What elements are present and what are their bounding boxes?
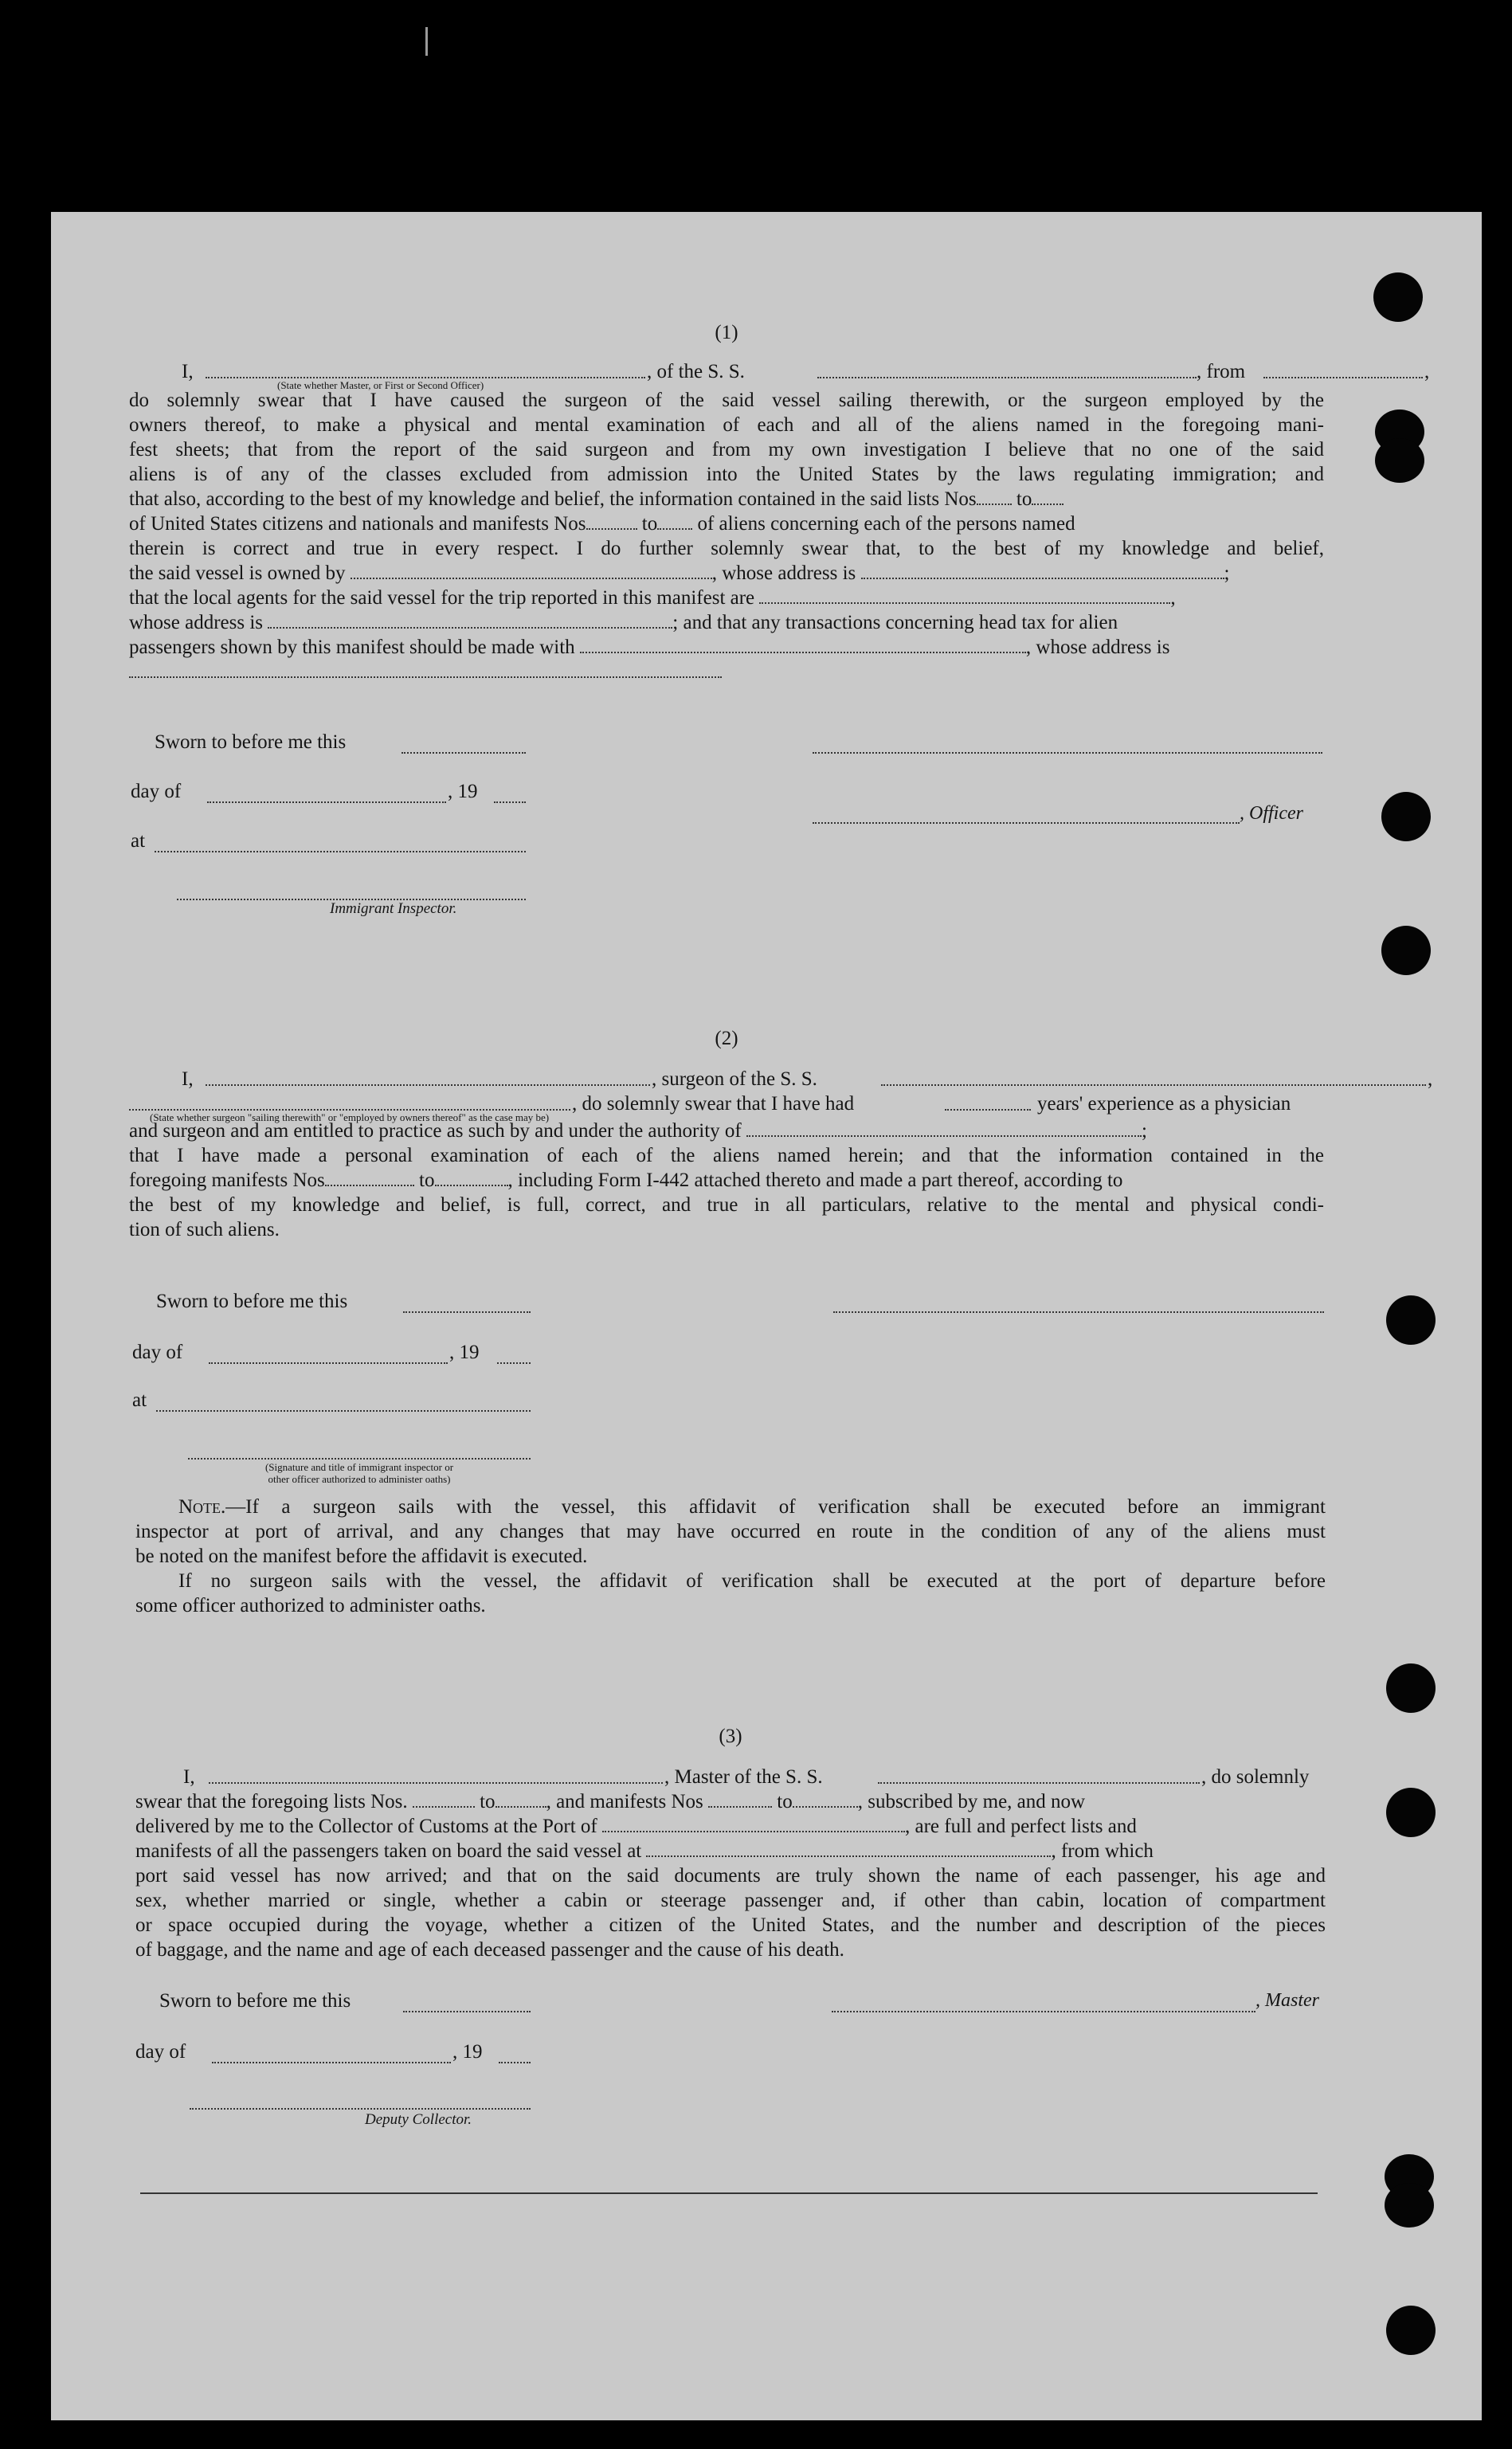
day-of-label: day of xyxy=(135,2041,186,2063)
body-text: swear that the foregoing lists Nos. xyxy=(135,1791,408,1812)
affidavit-section-2 xyxy=(129,1026,1433,1242)
master-of-label: , Master of the S. S. xyxy=(664,1766,823,1788)
punch-hole-double xyxy=(1375,409,1424,483)
body-text: of aliens concerning each of the persons named xyxy=(697,513,1075,535)
i-label: I, xyxy=(182,1068,194,1090)
surgeon-type-note: (State whether surgeon "sailing therewith" or "employed by owners thereof" as the case may be) xyxy=(150,1111,550,1123)
body-line: owners thereof, to make a physical and mental examination of each and all of the aliens named in the foregoing mani- xyxy=(129,414,1324,436)
at-label: at xyxy=(132,1389,147,1411)
punch-hole xyxy=(1386,1295,1436,1345)
body-text: foregoing manifests Nos xyxy=(129,1170,325,1191)
body-text: , whose address is xyxy=(711,562,856,584)
day-of-label: day of xyxy=(131,781,182,802)
note-text: be noted on the manifest before the affidavit is executed. xyxy=(135,1546,588,1567)
year-field[interactable] xyxy=(497,1361,531,1364)
punch-hole xyxy=(1386,1788,1436,1837)
affidavit-section-1 xyxy=(129,320,1430,676)
punch-hole xyxy=(1373,272,1423,322)
at-place-field[interactable] xyxy=(156,1409,531,1412)
signature-note-line: (Signature and title of immigrant inspector or xyxy=(264,1461,454,1473)
body-text: and surgeon and am entitled to practice as such by and under the authority of xyxy=(129,1120,742,1142)
section-number: (1) xyxy=(715,322,738,343)
surgeon-name-field[interactable] xyxy=(206,1070,650,1086)
note-text: inspector at port of arrival, and any changes that may have occurred en route in the condition of any of the aliens must xyxy=(135,1521,1326,1542)
from-port-field[interactable] xyxy=(1263,362,1423,378)
bottom-rule xyxy=(140,2192,1318,2194)
punch-hole xyxy=(1386,2306,1436,2355)
note-text: —If a surgeon sails with the vessel, this affidavit of verification shall be executed before an immigrant xyxy=(225,1496,1326,1518)
i-label: I, xyxy=(183,1766,195,1788)
body-line: do solemnly swear that I have caused the surgeon of the said vessel sailing therewith, or the surgeon employed by the xyxy=(129,390,1324,411)
punct: ; xyxy=(1224,562,1230,584)
year-field[interactable] xyxy=(499,2060,531,2063)
from-label: , from xyxy=(1197,361,1246,382)
note-text: If no surgeon sails with the vessel, the affidavit of verification shall be executed at the port of departure before xyxy=(178,1570,1326,1592)
body-text: , and manifests Nos xyxy=(546,1791,703,1812)
officer-note: (State whether Master, or First or Second Officer) xyxy=(277,379,484,391)
departure-port-field[interactable] xyxy=(646,1841,1051,1857)
comma: , xyxy=(1424,361,1430,382)
of-ss-label: , of the S. S. xyxy=(647,361,745,382)
note-text: some officer authorized to administer oaths. xyxy=(135,1595,486,1616)
punch-hole-double xyxy=(1385,2154,1434,2228)
body-text: the said vessel is owned by xyxy=(129,562,346,584)
body-line: sex, whether married or single, whether a cabin or steerage passenger and, if other than cabin, location of compartment xyxy=(135,1890,1326,1911)
punch-hole xyxy=(1381,792,1431,841)
body-text: , do solemnly swear that I have had xyxy=(572,1093,855,1115)
vessel-name-field[interactable] xyxy=(817,362,1197,378)
master-signature-field[interactable] xyxy=(832,2009,1255,2012)
deputy-signature-field[interactable] xyxy=(190,2106,531,2110)
body-text: delivered by me to the Collector of Customs at the Port of xyxy=(135,1816,597,1837)
punct: ; xyxy=(1142,1120,1147,1142)
body-line: tion of such aliens. xyxy=(129,1219,280,1240)
master-label: , Master xyxy=(1255,1990,1319,2011)
lists-to-field[interactable] xyxy=(496,1792,546,1808)
manifests-to-field[interactable] xyxy=(793,1792,858,1808)
body-text: , subscribed by me, and now xyxy=(857,1791,1086,1812)
scan-mark xyxy=(425,27,428,56)
signature-note-line: other officer authorized to administer oaths) xyxy=(268,1473,451,1485)
body-line: therein is correct and true in every respect. I do further solemnly swear that, to the best of my knowledge and belief, xyxy=(129,538,1324,559)
officer-title-field[interactable] xyxy=(813,821,1240,824)
body-text: ; and that any transactions concerning head tax for alien xyxy=(672,612,1118,633)
body-line: or space occupied during the voyage, whether a citizen of the United States, and the number and description of the pieces xyxy=(135,1914,1326,1936)
deputy-caption: Deputy Collector. xyxy=(365,2111,472,2128)
i-label: I, xyxy=(182,361,194,382)
body-text: , including Form I-442 attached thereto and made a part thereof, according to xyxy=(507,1170,1123,1191)
body-text: of United States citizens and nationals and manifests Nos xyxy=(129,513,586,535)
year-label: , 19 xyxy=(452,2041,483,2063)
affidavit-section-3 xyxy=(135,1724,1326,1962)
body-text: manifests of all the passengers taken on board the said vessel at xyxy=(135,1840,642,1862)
local-agents-field[interactable] xyxy=(759,588,1170,604)
body-line: port said vessel has now arrived; and that on the said documents are truly shown the name of each passenger, his age and xyxy=(135,1865,1326,1887)
note-block xyxy=(135,1495,1326,1618)
sworn-label: Sworn to before me this xyxy=(155,731,347,753)
body-text: , are full and perfect lists and xyxy=(905,1816,1137,1837)
body-text: whose address is xyxy=(129,612,264,633)
manifests-to-field[interactable] xyxy=(435,1170,508,1186)
body-text: passengers shown by this manifest should be made with xyxy=(129,637,575,658)
surgeon-signature-field[interactable] xyxy=(833,1310,1324,1313)
to-label: to xyxy=(641,513,658,535)
punch-hole xyxy=(1381,926,1431,975)
years-experience-field[interactable] xyxy=(945,1095,1031,1111)
lists-from-field[interactable] xyxy=(977,489,1012,505)
officer-name-field[interactable] xyxy=(206,362,645,378)
vessel-name-field[interactable] xyxy=(881,1070,1426,1086)
body-text: , from which xyxy=(1051,1840,1154,1862)
officer-signature-field[interactable] xyxy=(813,750,1322,754)
body-line: aliens is of any of the classes excluded from admission into the United States by the laws regulating immigration; and xyxy=(129,464,1324,485)
surgeon-of-label: , surgeon of the S. S. xyxy=(652,1068,817,1090)
body-line: that I have made a personal examination of each of the aliens named herein; and that the information contained in the xyxy=(129,1145,1324,1166)
day-of-label: day of xyxy=(132,1342,183,1363)
section-number: (2) xyxy=(715,1028,738,1049)
body-text: that the local agents for the said vessel for the trip reported in this manifest are xyxy=(129,587,755,609)
section-number: (3) xyxy=(719,1726,742,1747)
signature-note xyxy=(196,1461,523,1485)
sworn-label: Sworn to before me this xyxy=(159,1990,351,2012)
head-tax-address-field[interactable] xyxy=(129,662,722,678)
owner-address-field[interactable] xyxy=(861,563,1224,579)
year-label: , 19 xyxy=(448,781,478,802)
authority-field[interactable] xyxy=(746,1121,1142,1137)
head-tax-agent-field[interactable] xyxy=(580,637,1026,653)
sworn-date-field[interactable] xyxy=(402,750,526,754)
punch-hole xyxy=(1386,1663,1436,1713)
body-text: , whose address is xyxy=(1025,637,1170,658)
sworn-date-field[interactable] xyxy=(403,2009,531,2012)
body-line: fest sheets; that from the report of the said surgeon and from my own investigation I believe that no one of the said xyxy=(129,439,1324,460)
manifests-from-field[interactable] xyxy=(708,1792,772,1808)
body-text: , do solemnly xyxy=(1201,1766,1310,1788)
sworn-label: Sworn to before me this xyxy=(156,1291,348,1312)
inspector-signature-field[interactable] xyxy=(188,1456,531,1460)
lists-to-field[interactable] xyxy=(1032,489,1063,505)
note-heading: Note. xyxy=(178,1496,226,1518)
manifests-to-field[interactable] xyxy=(657,514,692,530)
comma: , xyxy=(1428,1068,1433,1090)
agents-address-field[interactable] xyxy=(268,613,672,629)
day-of-field[interactable] xyxy=(207,800,446,803)
surgeon-type-field[interactable] xyxy=(129,1095,570,1111)
manifests-from-field[interactable] xyxy=(586,514,637,530)
day-of-field[interactable] xyxy=(209,1361,448,1364)
lists-from-field[interactable] xyxy=(413,1792,475,1808)
body-text: that also, according to the best of my knowledge and belief, the information contained in the said lists Nos xyxy=(129,488,977,510)
to-label: to xyxy=(1016,488,1032,510)
body-line: the best of my knowledge and belief, is full, correct, and true in all particulars, relative to the mental and physical condi- xyxy=(129,1194,1324,1216)
year-field[interactable] xyxy=(494,800,526,803)
year-label: , 19 xyxy=(449,1342,480,1363)
body-text: years' experience as a physician xyxy=(1037,1093,1291,1115)
sworn-date-field[interactable] xyxy=(403,1310,531,1313)
at-place-field[interactable] xyxy=(155,849,526,852)
manifests-from-field[interactable] xyxy=(325,1170,414,1186)
day-of-field[interactable] xyxy=(212,2060,451,2063)
inspector-caption: Immigrant Inspector. xyxy=(330,900,457,917)
vessel-name-field[interactable] xyxy=(878,1768,1200,1784)
to-label: to xyxy=(777,1791,793,1812)
master-name-field[interactable] xyxy=(209,1768,663,1784)
owner-field[interactable] xyxy=(351,563,712,579)
officer-label: , Officer xyxy=(1240,803,1303,824)
punct: , xyxy=(1170,587,1176,609)
to-label: to xyxy=(480,1791,496,1812)
port-field[interactable] xyxy=(602,1816,905,1832)
body-line: of baggage, and the name and age of each deceased passenger and the cause of his death. xyxy=(135,1939,844,1961)
at-label: at xyxy=(131,830,146,852)
to-label: to xyxy=(419,1170,435,1191)
